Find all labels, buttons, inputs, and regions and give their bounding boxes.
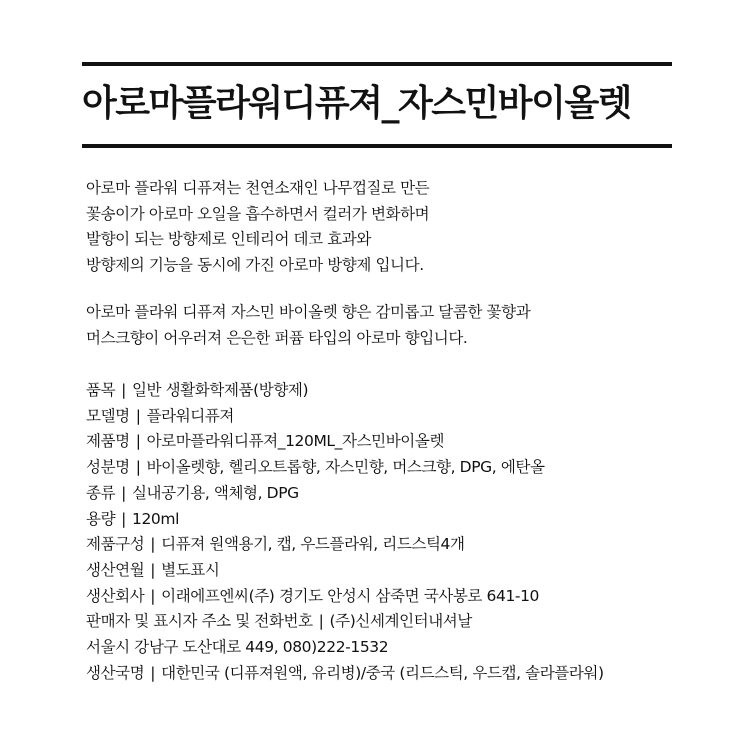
scent-paragraph: [86, 300, 686, 351]
spec-value: 바이올렛향, 헬리오트롭향, 자스민향, 머스크향, DPG, 에탄올: [146, 458, 545, 477]
spec-row: [86, 532, 726, 558]
spec-row: [86, 378, 726, 404]
spec-separator: |: [135, 432, 141, 451]
spec-separator: |: [135, 406, 141, 425]
spec-row: [86, 584, 726, 610]
spec-label: 용량: [86, 509, 116, 528]
description-paragraph: [86, 176, 686, 278]
spec-row: [86, 507, 726, 533]
spec-label: 생산국명: [86, 663, 145, 682]
spec-separator: |: [150, 560, 156, 579]
spec-list: [86, 378, 726, 686]
spec-label: 제품명: [86, 432, 130, 451]
top-divider: [82, 62, 672, 66]
spec-label: 품목: [86, 381, 116, 399]
spec-row: [86, 558, 726, 584]
spec-value: 플라워디퓨져: [146, 406, 235, 425]
spec-value: 별도표시: [161, 560, 220, 579]
spec-label: 제품구성: [86, 535, 145, 554]
spec-separator: |: [121, 483, 126, 502]
spec-row: [86, 609, 726, 635]
bottom-divider: [82, 144, 672, 148]
scent-line: 아로마 플라워 디퓨져 자스민 바이올렛 향은 감미롭고 달콤한 꽃향과: [86, 303, 531, 321]
spec-label: 판매자 및 표시자 주소 및 전화번호: [86, 612, 313, 631]
spec-value: 디퓨져 원액용기, 캡, 우드플라워, 리드스틱4개: [161, 535, 465, 554]
spec-separator: |: [150, 586, 156, 605]
spec-separator: |: [150, 663, 156, 682]
spec-separator: |: [121, 509, 126, 528]
spec-label: 생산회사: [86, 586, 145, 605]
spec-value: 서울시 강남구 도산대로 449, 080)222-1532: [86, 638, 389, 657]
spec-value: 실내공기용, 액체형, DPG: [131, 483, 299, 502]
description-line: 발향이 되는 방향제로 인테리어 데코 효과와: [86, 230, 371, 248]
description-line: 꽃송이가 아로마 오일을 흡수하면서 컬러가 변화하며: [86, 204, 430, 223]
spec-value: 아로마플라워디퓨져_120ML_자스민바이올렛: [146, 432, 445, 451]
spec-row: [86, 455, 726, 481]
spec-row: [86, 661, 726, 687]
spec-separator: |: [135, 458, 141, 477]
description-line: 방향제의 기능을 동시에 가진 아로마 방향제 입니다.: [86, 255, 424, 274]
spec-label: 생산연월: [86, 560, 145, 579]
spec-value: 120ml: [131, 509, 179, 528]
spec-separator: |: [318, 612, 324, 631]
description-line: 아로마 플라워 디퓨져는 천연소재인 나무껍질로 만든: [86, 179, 430, 197]
spec-value: 이래에프엔씨(주) 경기도 안성시 삼죽면 국사봉로 641-10: [161, 586, 540, 605]
spec-separator: |: [150, 535, 156, 554]
spec-row: [86, 429, 726, 455]
spec-row: [86, 481, 726, 507]
page-title: 아로마플라워디퓨져_자스민바이올렛: [82, 83, 631, 124]
spec-separator: |: [121, 381, 126, 399]
spec-value: (주)신세계인터내셔날: [329, 612, 472, 631]
spec-value: 대한민국 (디퓨져원액, 유리병)/중국 (리드스틱, 우드캡, 솔라플라워): [161, 663, 604, 682]
scent-line: 머스크향이 어우러져 은은한 퍼퓸 타입의 아로마 향입니다.: [86, 328, 468, 347]
spec-label: 모델명: [86, 406, 130, 425]
spec-row-continued: [86, 635, 726, 661]
spec-label: 성분명: [86, 458, 130, 477]
spec-row: [86, 404, 726, 430]
spec-label: 종류: [86, 483, 116, 502]
spec-value: 일반 생활화학제품(방향제): [131, 381, 309, 399]
